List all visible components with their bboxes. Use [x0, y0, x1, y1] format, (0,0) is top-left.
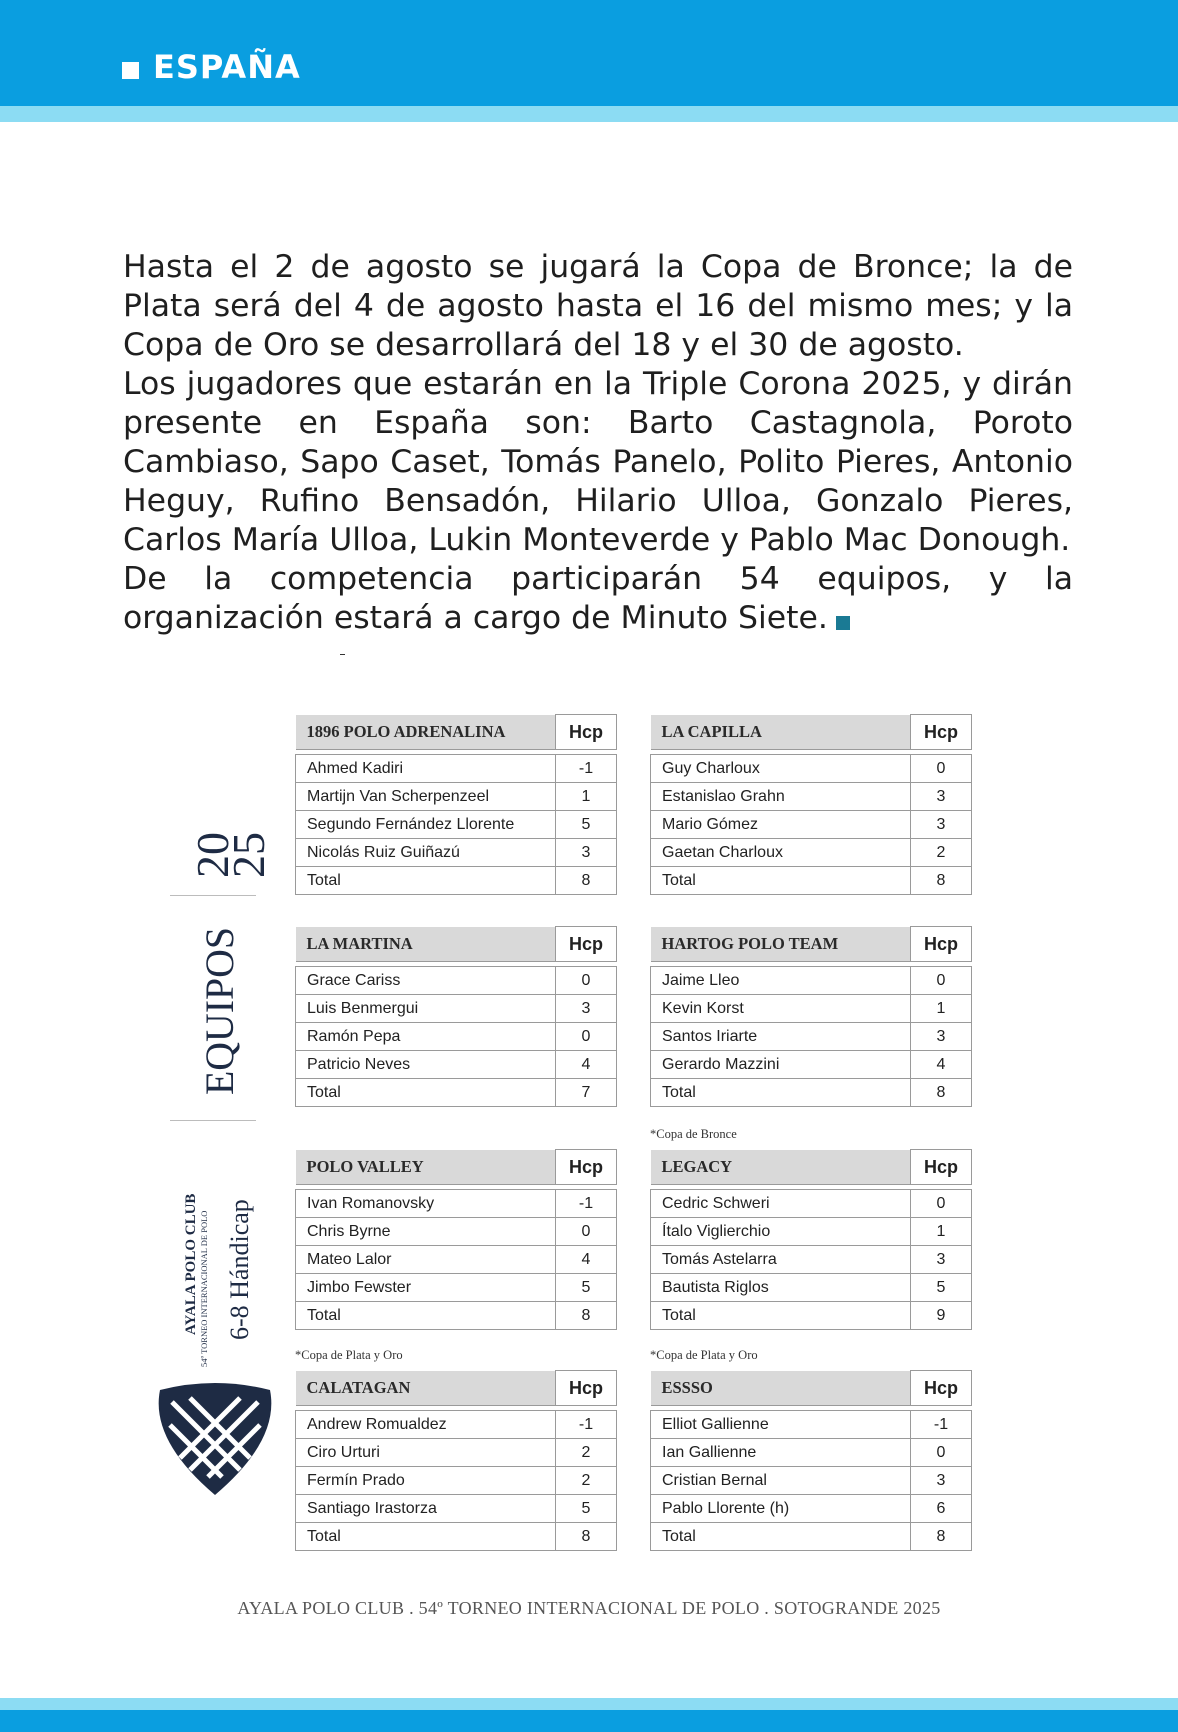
table-row [651, 783, 972, 811]
page-footer: AYALA POLO CLUB . 54º TORNEO INTERNACIONAL DE POLO . SOTOGRANDE 2025 [237, 1598, 941, 1618]
total-value: 9 [911, 1302, 972, 1330]
player-name: Estanislao Grahn [651, 783, 911, 811]
player-hcp: 3 [911, 1246, 972, 1274]
player-hcp: 4 [556, 1246, 617, 1274]
footer-bar [0, 1710, 1178, 1732]
table-row [651, 1274, 972, 1302]
player-hcp: 1 [911, 1218, 972, 1246]
player-name: Jimbo Fewster [296, 1274, 556, 1302]
header-stripe [0, 106, 1178, 122]
total-value: 8 [556, 1302, 617, 1330]
divider [340, 654, 345, 655]
player-name: Ian Gallienne [651, 1439, 911, 1467]
player-hcp: -1 [556, 1411, 617, 1439]
table-row [651, 1190, 972, 1218]
player-name: Ivan Romanovsky [296, 1190, 556, 1218]
year-top: 20 [187, 832, 238, 878]
club-vertical [170, 1135, 270, 1375]
table-row [651, 1051, 972, 1079]
team-name: ESSSO [651, 1371, 911, 1406]
year-vertical [176, 790, 274, 880]
total-value: 8 [556, 867, 617, 895]
table-row [296, 1051, 617, 1079]
table-row [651, 1495, 972, 1523]
hcp-header: Hcp [911, 927, 972, 962]
cup-note: *Copa de Plata y Oro [650, 1348, 758, 1362]
team-name: POLO VALLEY [296, 1150, 556, 1185]
total-row [651, 1523, 972, 1551]
player-name: Fermín Prado [296, 1467, 556, 1495]
player-name: Andrew Romualdez [296, 1411, 556, 1439]
total-value: 8 [911, 1079, 972, 1107]
player-hcp: 5 [556, 811, 617, 839]
team-table [650, 1127, 972, 1330]
equipos-vertical [176, 915, 266, 1115]
table-row [651, 1218, 972, 1246]
player-name: Mateo Lalor [296, 1246, 556, 1274]
player-hcp: 6 [911, 1495, 972, 1523]
table-row [296, 1023, 617, 1051]
total-label: Total [296, 1302, 556, 1330]
total-row [651, 1302, 972, 1330]
total-row [651, 1079, 972, 1107]
table-row [651, 1246, 972, 1274]
article-paragraph-text: De la competencia participarán 54 equipos, y la organización estará a cargo de Minuto Siete. [123, 561, 1073, 636]
table-row [651, 967, 972, 995]
table-row [296, 1495, 617, 1523]
article-paragraph [123, 560, 1073, 638]
table-row [296, 755, 617, 783]
player-hcp: 3 [911, 811, 972, 839]
player-hcp: 2 [556, 1467, 617, 1495]
player-name: Martijn Van Scherpenzeel [296, 783, 556, 811]
table-row [651, 1439, 972, 1467]
team-table [650, 714, 972, 895]
sidebar-divider [170, 1120, 256, 1121]
total-value: 7 [556, 1079, 617, 1107]
hcp-header: Hcp [556, 1371, 617, 1406]
player-hcp: 0 [911, 1190, 972, 1218]
section-square-icon [122, 62, 139, 79]
player-name: Cristian Bernal [651, 1467, 911, 1495]
player-hcp: 2 [556, 1439, 617, 1467]
player-hcp: 3 [911, 1467, 972, 1495]
player-name: Patricio Neves [296, 1051, 556, 1079]
player-name: Elliot Gallienne [651, 1411, 911, 1439]
player-name: Bautista Riglos [651, 1274, 911, 1302]
club-shield-logo [150, 1380, 280, 1500]
table-row [651, 1023, 972, 1051]
player-hcp: 5 [911, 1274, 972, 1302]
table-row [296, 967, 617, 995]
article-body [123, 248, 1073, 638]
player-name: Ítalo Viglierchio [651, 1218, 911, 1246]
total-row [296, 1079, 617, 1107]
player-name: Santiago Irastorza [296, 1495, 556, 1523]
player-hcp: 0 [556, 967, 617, 995]
sidebar-divider [170, 895, 256, 896]
hcp-header: Hcp [556, 927, 617, 962]
table-row [296, 1411, 617, 1439]
team-name: LA MARTINA [296, 927, 556, 962]
player-name: Luis Benmergui [296, 995, 556, 1023]
team-table [295, 1149, 617, 1330]
end-square-icon [836, 616, 850, 630]
tournament-name: 54º TORNEO INTERNACIONAL DE POLO [199, 1210, 209, 1367]
player-name: Ahmed Kadiri [296, 755, 556, 783]
cup-note: *Copa de Plata y Oro [295, 1348, 403, 1362]
team-table [650, 926, 972, 1107]
total-value: 8 [911, 1523, 972, 1551]
table-row [296, 811, 617, 839]
total-label: Total [296, 1079, 556, 1107]
player-hcp: 0 [911, 1439, 972, 1467]
player-hcp: 3 [556, 995, 617, 1023]
player-hcp: 1 [556, 783, 617, 811]
player-name: Segundo Fernández Llorente [296, 811, 556, 839]
hcp-header: Hcp [911, 1371, 972, 1406]
player-name: Cedric Schweri [651, 1190, 911, 1218]
table-row [296, 1274, 617, 1302]
total-label: Total [651, 1523, 911, 1551]
player-name: Ciro Urturi [296, 1439, 556, 1467]
team-table [295, 926, 617, 1107]
total-label: Total [651, 867, 911, 895]
team-table [295, 714, 617, 895]
player-name: Santos Iriarte [651, 1023, 911, 1051]
player-name: Ramón Pepa [296, 1023, 556, 1051]
table-row [296, 1246, 617, 1274]
player-name: Grace Cariss [296, 967, 556, 995]
player-hcp: 3 [556, 839, 617, 867]
player-name: Nicolás Ruiz Guiñazú [296, 839, 556, 867]
player-hcp: 0 [911, 755, 972, 783]
player-hcp: 0 [556, 1218, 617, 1246]
year-bottom: 25 [223, 832, 274, 878]
table-row [296, 995, 617, 1023]
club-name: AYALA POLO CLUB [183, 1193, 199, 1335]
team-name: LA CAPILLA [651, 715, 911, 750]
total-row [296, 1523, 617, 1551]
player-hcp: 2 [911, 839, 972, 867]
total-row [296, 1302, 617, 1330]
equipos-label: EQUIPOS [197, 926, 242, 1095]
player-hcp: -1 [911, 1411, 972, 1439]
player-name: Jaime Lleo [651, 967, 911, 995]
player-hcp: -1 [556, 1190, 617, 1218]
player-name: Gaetan Charloux [651, 839, 911, 867]
table-row [296, 1439, 617, 1467]
player-hcp: 0 [556, 1023, 617, 1051]
player-name: Tomás Astelarra [651, 1246, 911, 1274]
section-title: ESPAÑA [153, 48, 301, 86]
player-hcp: 3 [911, 1023, 972, 1051]
player-hcp: 5 [556, 1274, 617, 1302]
article-paragraph: Los jugadores que estarán en la Triple Corona 2025, y dirán presente en España son: Barto Castagnola, Poroto Cambiaso, Sapo Caset, Tomás Panelo, Polito Pieres, Antonio Heguy, Rufino Bensadón, Hilario Ulloa, Gonzalo Pieres, Carlos María Ulloa, Lukin Monteverde y Pablo Mac Donough. [123, 366, 1073, 558]
hcp-header: Hcp [556, 1150, 617, 1185]
footer-stripe [0, 1698, 1178, 1710]
table-row [296, 1190, 617, 1218]
player-hcp: 5 [556, 1495, 617, 1523]
player-hcp: 0 [911, 967, 972, 995]
cup-note: *Copa de Bronce [650, 1127, 737, 1141]
table-row [296, 783, 617, 811]
player-hcp: -1 [556, 755, 617, 783]
hcp-header: Hcp [556, 715, 617, 750]
total-row [651, 867, 972, 895]
handicap-label: 6-8 Hándicap [225, 1199, 254, 1340]
total-value: 8 [911, 867, 972, 895]
player-hcp: 1 [911, 995, 972, 1023]
table-row [651, 811, 972, 839]
player-name: Kevin Korst [651, 995, 911, 1023]
table-row [651, 755, 972, 783]
player-name: Mario Gómez [651, 811, 911, 839]
player-name: Guy Charloux [651, 755, 911, 783]
team-table [650, 1348, 972, 1551]
player-hcp: 4 [556, 1051, 617, 1079]
hcp-header: Hcp [911, 1150, 972, 1185]
hcp-header: Hcp [911, 715, 972, 750]
team-name: CALATAGAN [296, 1371, 556, 1406]
team-table [295, 1348, 617, 1551]
team-name: HARTOG POLO TEAM [651, 927, 911, 962]
player-hcp: 3 [911, 783, 972, 811]
table-row [651, 1467, 972, 1495]
total-label: Total [651, 1302, 911, 1330]
table-row [296, 1218, 617, 1246]
table-row [296, 839, 617, 867]
team-name: LEGACY [651, 1150, 911, 1185]
player-name: Pablo Llorente (h) [651, 1495, 911, 1523]
player-hcp: 4 [911, 1051, 972, 1079]
team-name: 1896 POLO ADRENALINA [296, 715, 556, 750]
total-row [296, 867, 617, 895]
player-name: Gerardo Mazzini [651, 1051, 911, 1079]
total-label: Total [651, 1079, 911, 1107]
total-label: Total [296, 1523, 556, 1551]
player-name: Chris Byrne [296, 1218, 556, 1246]
total-label: Total [296, 867, 556, 895]
table-row [651, 995, 972, 1023]
table-row [296, 1467, 617, 1495]
total-value: 8 [556, 1523, 617, 1551]
table-row [651, 1411, 972, 1439]
table-row [651, 839, 972, 867]
article-paragraph: Hasta el 2 de agosto se jugará la Copa de Bronce; la de Plata será del 4 de agosto hasta el 16 del mismo mes; y la Copa de Oro se desarrollará del 18 y el 30 de agosto. [123, 249, 1073, 363]
